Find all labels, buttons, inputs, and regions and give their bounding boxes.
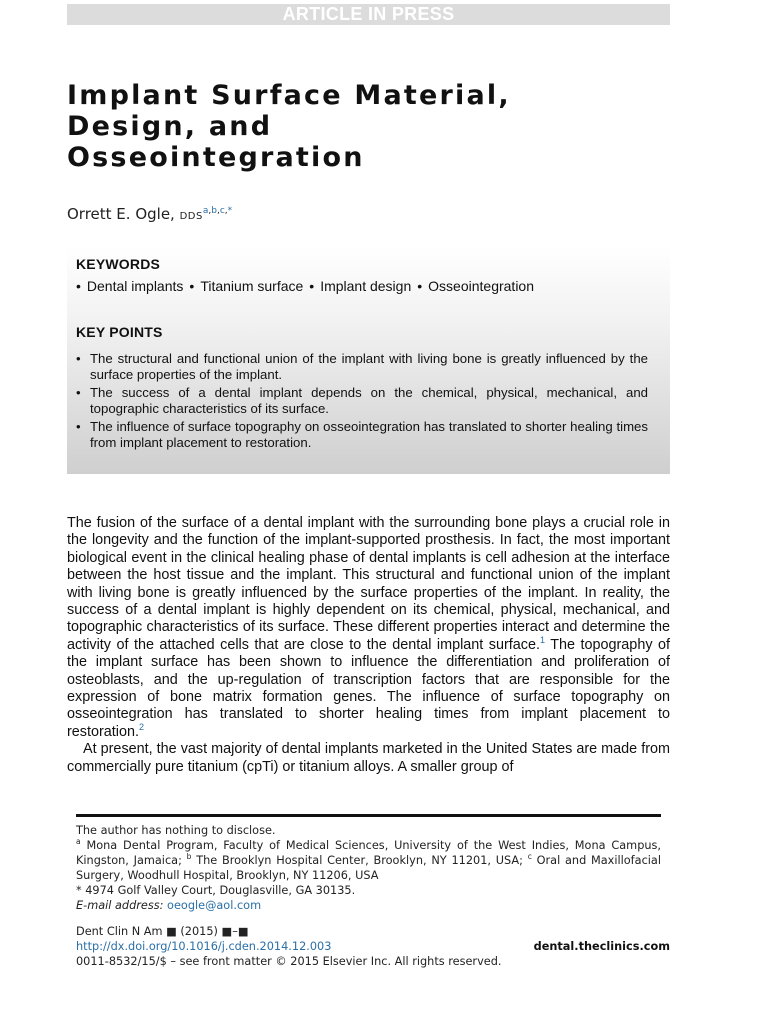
affil-label-b: b — [186, 852, 192, 862]
body-paragraph-2: At present, the vast majority of dental implants marketed in the United States are made from commercially pure titanium (cpTi) or titanium alloys. A smaller group of — [67, 741, 670, 775]
author-line — [67, 205, 232, 223]
key-points-heading: KEY POINTS — [76, 324, 163, 340]
affiliations-note — [76, 838, 661, 883]
article-in-press-banner: ARTICLE IN PRESS — [67, 4, 670, 25]
title-line-1: Implant Surface Material, — [67, 80, 511, 111]
bullet-icon: • — [76, 385, 81, 400]
author-affiliation-marks[interactable]: a,b,c,* — [202, 206, 233, 216]
author-name: Orrett E. Ogle, — [67, 205, 175, 223]
email-label: E-mail address: — [76, 899, 164, 912]
author-degree: DDS — [179, 211, 203, 222]
body-paragraph-1 — [67, 515, 670, 741]
key-point-text: The structural and functional union of the implant with living bone is greatly influenced by the surface properties of the implant. — [90, 351, 648, 382]
article-body — [67, 515, 670, 776]
key-points-list — [76, 351, 648, 453]
bullet-icon: • — [76, 419, 81, 434]
keyword-item: Titanium surface — [200, 278, 304, 294]
copyright-line: 0011-8532/15/$ – see front matter © 2015 Elsevier Inc. All rights reserved. — [76, 955, 502, 968]
affil-a-text: Mona Dental Program, Faculty of Medical Sciences, University of the West Indies, Mona Campus, Kingston, Jamaica; — [76, 839, 661, 867]
key-point-item — [76, 385, 648, 416]
publication-meta — [76, 924, 670, 969]
affil-label-a: a — [76, 837, 81, 847]
disclosure-note: The author has nothing to disclose. — [76, 824, 276, 837]
footnotes — [76, 823, 661, 913]
keyword-bullet: • — [417, 278, 423, 294]
key-point-item — [76, 419, 648, 450]
keywords-keypoints-box — [67, 246, 670, 474]
keyword-bullet: • — [76, 278, 81, 294]
body-text-span: The fusion of the surface of a dental implant with the surrounding bone plays a crucial role in the longevity and the function of the implant-supported prosthesis. In fact, the most important biological event in the clinical healing phase of dental implants is cell adhesion at the interface between the host tissue and the implant. This structural and functional union of the implant with living bone is greatly influenced by the surface properties of the implant. In reality, the success of a dental implant is highly dependent on its chemical, physical, mechanical, and topographic characteristics of its surface. These different properties interact and determine the activity of the attached cells that are close to the dental implant surface. — [67, 515, 670, 653]
keyword-bullet: • — [189, 278, 195, 294]
footnote-divider — [76, 814, 661, 817]
title-line-2: Design, and — [67, 111, 273, 142]
affil-mark-a[interactable]: a — [202, 206, 209, 216]
bullet-icon: • — [76, 351, 81, 366]
keywords-heading: KEYWORDS — [76, 256, 161, 272]
key-point-text: The success of a dental implant depends on the chemical, physical, mechanical, and topographic characteristics of its surface. — [90, 385, 648, 416]
journal-website-link[interactable]: dental.theclinics.com — [533, 940, 670, 953]
reference-link-2[interactable]: 2 — [139, 722, 145, 733]
key-point-item — [76, 351, 648, 382]
affil-label-c: c — [527, 852, 532, 862]
doi-link[interactable]: http://dx.doi.org/10.1016/j.cden.2014.12.003 — [76, 940, 332, 953]
body-text-span: The topography of the implant surface has been shown to influence the differentiation and proliferation of osteoblasts, and the up-regulation of transcription factors that are responsible for the expression of bone matrix formation genes. The influence of surface topography on osseointegration has translated to shorter healing times from implant placement to restoration. — [67, 636, 670, 740]
keyword-bullet: • — [309, 278, 315, 294]
affil-mark-c[interactable]: c — [219, 206, 225, 216]
keyword-item: Osseointegration — [428, 278, 534, 294]
affil-b-text: The Brooklyn Hospital Center, Brooklyn, NY 11201, USA; — [191, 854, 528, 867]
keyword-item: Dental implants — [86, 278, 184, 294]
email-line — [76, 898, 661, 913]
affil-c-text: Oral and Maxillofacial Surgery, Woodhull Hospital, Brooklyn, NY 11206, USA — [76, 854, 661, 882]
key-point-text: The influence of surface topography on osseointegration has translated to shorter healing times from implant placement to restoration. — [90, 419, 648, 450]
title-line-3: Osseointegration — [67, 142, 365, 173]
article-title — [67, 80, 627, 173]
reference-link-1[interactable]: 1 — [539, 635, 545, 646]
keyword-item: Implant design — [320, 278, 412, 294]
journal-citation: Dent Clin N Am ■ (2015) ■–■ — [76, 925, 249, 938]
affil-mark-corresponding[interactable]: * — [227, 206, 233, 216]
corresponding-address: * 4974 Golf Valley Court, Douglasville, GA 30135. — [76, 884, 356, 897]
keywords-list — [76, 278, 534, 294]
affil-mark-b[interactable]: b — [211, 206, 217, 216]
email-link[interactable]: oeogle@aol.com — [167, 899, 262, 912]
